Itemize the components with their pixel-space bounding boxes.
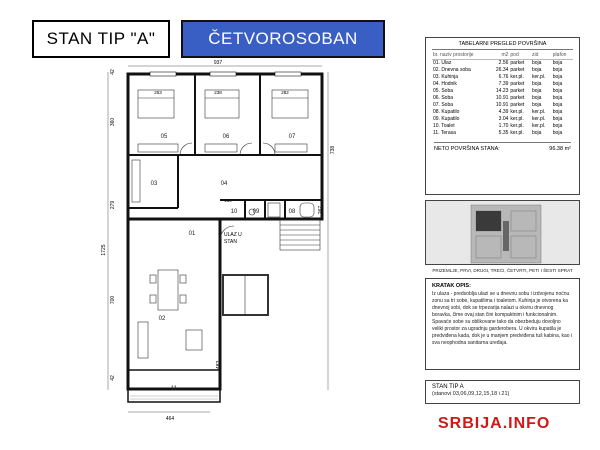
table-cell: boja (552, 109, 563, 115)
table-cell: boja (531, 88, 542, 94)
room-04: 04 (220, 181, 228, 187)
table-row (432, 88, 573, 95)
area-table-title: TABELARNI PREGLED POVRŠINA (432, 38, 573, 50)
room-03: 03 (150, 181, 158, 187)
table-cell: boja (552, 74, 563, 80)
table-row (432, 102, 573, 109)
type-units: (stanovi 03,06,09,12,15,18 i 21) (432, 391, 510, 397)
room-02: 02 (158, 316, 166, 322)
table-cell: boja (552, 60, 563, 66)
dim-corridor: 130 (224, 198, 232, 203)
table-cell: 10.91 (495, 102, 509, 108)
room-07: 07 (288, 134, 296, 140)
dim-inner-3: 282 (281, 90, 289, 95)
entrance-label-2: STAN (224, 239, 237, 245)
room-10: 10 (230, 209, 238, 215)
dim-left-mid: 279 (110, 200, 116, 210)
room-05: 05 (160, 134, 168, 140)
table-cell: boja (531, 81, 542, 87)
table-row (432, 67, 573, 74)
net-area-value: 96.38 m² (549, 146, 571, 152)
table-cell: 08. Kupatilo (433, 109, 460, 115)
dim-bottom: 464 (165, 416, 175, 422)
table-row (432, 95, 573, 102)
dim-inner-1: 253 (154, 90, 162, 95)
dim-small-2: 42 (110, 375, 116, 381)
logo-text-2: INFO (508, 415, 551, 432)
table-cell: boja (552, 95, 563, 101)
table-cell: 06. Soba (433, 95, 454, 101)
building-schematic (426, 201, 580, 265)
table-header-row (432, 52, 573, 60)
table-cell: 05. Soba (433, 88, 454, 94)
table-cell: ker.pl. (531, 123, 546, 129)
room-01: 01 (188, 231, 196, 237)
table-cell: 03. Kuhinja (433, 74, 459, 80)
table-row (432, 60, 573, 68)
dim-right-mid: 267 (318, 205, 324, 215)
table-cell: ker.pl. (510, 116, 524, 122)
table-cell: 01. Ulaz (433, 60, 452, 66)
area-table (432, 52, 573, 137)
table-cell: boja (552, 81, 563, 87)
table-cell: 11. Terasa (433, 130, 456, 136)
room-count-header (181, 20, 385, 58)
table-row (432, 130, 573, 137)
floor-plan (100, 60, 340, 425)
dim-top: 937 (213, 60, 223, 66)
table-cell: boja (552, 123, 563, 129)
table-cell: ker.pl. (510, 74, 524, 80)
table-cell: boja (531, 102, 542, 108)
description-title: KRATAK OPIS: (432, 283, 471, 289)
table-cell: 5.35 (498, 130, 509, 136)
table-row (432, 123, 573, 130)
description-panel (425, 278, 580, 370)
col-header: br. naziv prostorije (432, 52, 490, 60)
table-cell: boja (552, 67, 563, 73)
table-cell: 7.39 (498, 81, 509, 87)
col-header: zid (531, 52, 552, 60)
table-row (432, 109, 573, 116)
table-cell: 14.23 (495, 88, 509, 94)
building-schematic-panel (425, 200, 580, 265)
table-cell: ker.pl. (531, 116, 546, 122)
apartment-type-header (32, 20, 170, 58)
srbija-info-logo (438, 415, 550, 433)
table-cell: boja (552, 88, 563, 94)
table-cell: parket (510, 60, 525, 66)
table-cell: boja (531, 130, 542, 136)
table-cell: parket (510, 67, 525, 73)
dim-small-1: 42 (110, 69, 116, 75)
table-cell: boja (552, 130, 563, 136)
table-cell: 26.34 (495, 67, 509, 73)
type-panel (425, 380, 580, 404)
table-cell: 1.70 (498, 123, 509, 129)
dim-right-lower: 482 (216, 360, 222, 370)
table-cell: boja (531, 67, 542, 73)
dim-inner-2: 238 (214, 90, 222, 95)
table-cell: ker.pl. (531, 74, 546, 80)
dim-left-upper: 360 (110, 117, 116, 127)
description-text: Iz ulaza - predsoblja ulazi se u dnevnu sobu i izdvojenu noćnu zonu sa tri sobe, kupatilima i toaletom. Kuhinja je otvorena ka dnevnoj sobi, dok se trpezarija nalazi u okviru dnevnog boravka, čime ovaj stan čini kompaktnim i funkcionalnim. Spavaće sobe su oblikovane tako da obezbeduju dovoljno veliki prostor za ugradnju garderobera. U okviru kupatila je predviđena kada, dok je u manjem predviđena tuš kabina, kao i sva neophodna sanitarna uređaja. (432, 291, 573, 346)
table-cell: parket (510, 95, 525, 101)
table-cell: 09. Kupatilo (433, 116, 460, 122)
table-cell: 10. Toalet (433, 123, 455, 129)
table-cell: ker.pl. (510, 130, 524, 136)
col-header: plafon (552, 52, 573, 60)
table-cell: ker.pl. (510, 123, 524, 129)
table-cell: ker.pl. (531, 109, 546, 115)
apartment-type-title: STAN TIP "A" (46, 29, 156, 48)
table-cell: 2.56 (498, 60, 509, 66)
table-cell: boja (552, 116, 563, 122)
table-cell: 3.04 (498, 116, 509, 122)
area-table-panel (425, 37, 580, 195)
table-cell: boja (552, 102, 563, 108)
table-cell: boja (531, 60, 542, 66)
logo-dot: . (502, 415, 509, 432)
table-cell: 04. Hodnik (433, 81, 457, 87)
room-06: 06 (222, 134, 230, 140)
table-cell: 4.39 (498, 109, 509, 115)
table-cell: parket (510, 88, 525, 94)
logo-text: SRBIJA (438, 415, 503, 432)
table-row (432, 116, 573, 123)
table-cell: 6.76 (498, 74, 509, 80)
type-title: STAN TIP A (432, 384, 464, 390)
table-cell: 10.91 (495, 95, 509, 101)
col-header: pod (509, 52, 531, 60)
entrance-label: ULAZ U (224, 232, 242, 238)
table-cell: parket (510, 81, 525, 87)
room-09: 09 (252, 209, 260, 215)
highlighted-unit (476, 211, 501, 231)
col-header: m2 (490, 52, 510, 60)
table-row (432, 74, 573, 81)
room-08: 08 (288, 209, 296, 215)
dim-left-total: 1725 (101, 244, 107, 256)
room-11: 11 (170, 386, 178, 392)
room-count-title: ČETVOROSOBAN (208, 29, 358, 48)
net-area-label: NETO POVRŠINA STANA: (434, 146, 500, 152)
dim-left-lower: 700 (110, 295, 116, 305)
net-area-row (434, 142, 571, 152)
table-cell: 07. Soba (433, 102, 454, 108)
table-cell: boja (531, 95, 542, 101)
floors-caption: PRIZEMLJE, PRVI, DRUGI, TREĆI, ČETVRTI, PETI I ŠESTI SPRAT (432, 268, 573, 273)
table-row (432, 81, 573, 88)
table-cell: 02. Dnevna soba (433, 67, 471, 73)
table-cell: ker.pl. (510, 109, 524, 115)
table-cell: parket (510, 102, 525, 108)
dim-right-upper: 738 (330, 145, 336, 155)
